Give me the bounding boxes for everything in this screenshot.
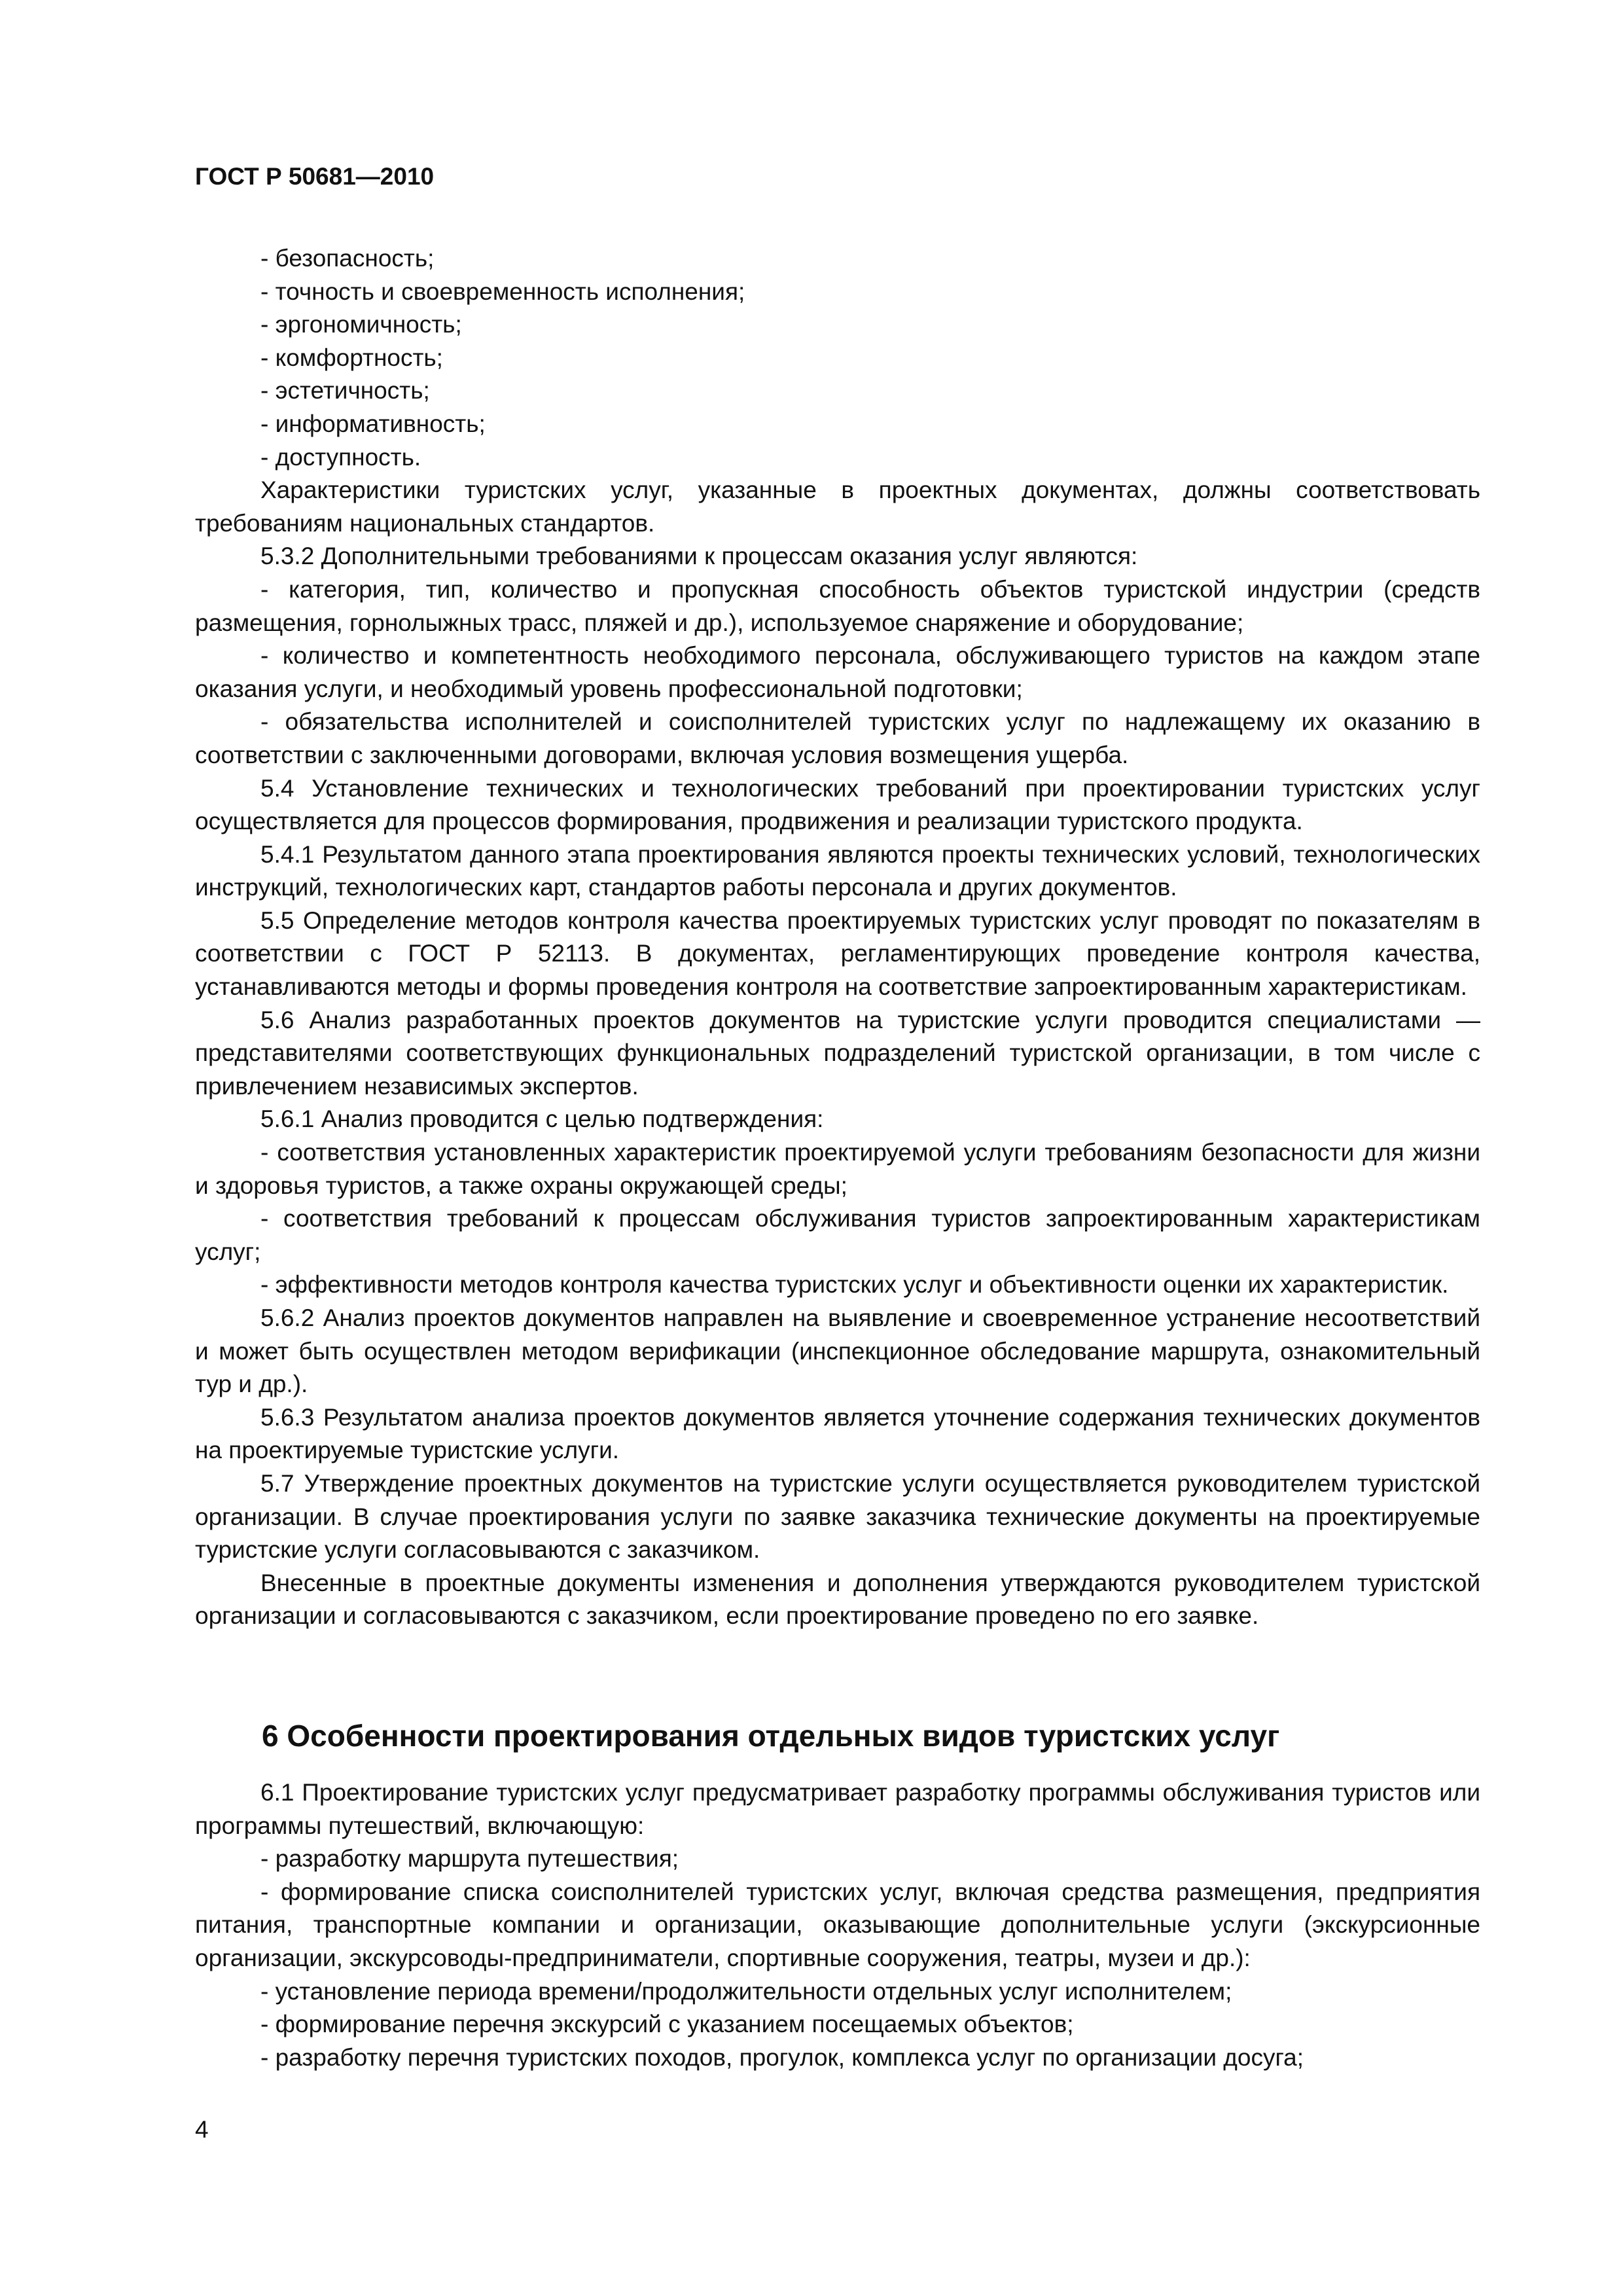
paragraph: 5.7 Утверждение проектных документов на туристские услуги осуществляется руководителем туристской организации. В случае проектирования услуги по заявке заказчика технические документы на проектируемые туристские услуги согласовываются с заказчиком.	[195, 1469, 1480, 1564]
paragraph: Внесенные в проектные документы изменения и дополнения утверждаются руководителем туристской организации и согласовываются с заказчиком, если проектирование проведено по его заявке.	[195, 1569, 1480, 1630]
paragraph: - соответствия установленных характеристик проектируемой услуги требованиям безопасности для жизни и здоровья туристов, а также охраны окружающей среды;	[195, 1139, 1480, 1199]
paragraph: - разработку маршрута путешествия;	[260, 1845, 679, 1873]
paragraph: 5.6.1 Анализ проводится с целью подтверждения:	[260, 1105, 824, 1133]
paragraph: 5.4 Установление технических и технологических требований при проектировании туристских услуг осуществляется для процессов формирования, продвижения и реализации туристского продукта.	[195, 774, 1480, 835]
paragraph: - формирование перечня экскурсий с указанием посещаемых объектов;	[260, 2011, 1074, 2038]
paragraph: 5.3.2 Дополнительными требованиями к процессам оказания услуг являются:	[260, 543, 1138, 570]
list-item: - точность и своевременность исполнения;	[260, 278, 745, 305]
section-heading: 6 Особенности проектирования отдельных видов туристских услуг	[262, 1719, 1280, 1753]
paragraph: 5.5 Определение методов контроля качества проектируемых туристских услуг проводят по показателям в соответствии с ГОСТ Р 52113. В документах, регламентирующих проведение контроля качества, устанавливаются методы и формы проведения контроля на соответствие запроектированным характеристикам.	[195, 906, 1480, 1001]
paragraph: - категория, тип, количество и пропускная способность объектов туристской индустрии (средств размещения, горнолыжных трасс, пляжей и др.), используемое снаряжение и оборудование;	[195, 575, 1480, 636]
list-item: - информативность;	[260, 410, 486, 437]
list-item: - эстетичность;	[260, 377, 430, 404]
paragraph: - эффективности методов контроля качества туристских услуг и объективности оценки их характеристик.	[260, 1271, 1449, 1299]
paragraph: - обязательства исполнителей и соисполнителей туристских услуг по надлежащему их оказанию в соответствии с заключенными договорами, включая условия возмещения ущерба.	[195, 708, 1480, 768]
page-number: 4	[195, 2116, 209, 2143]
list-item: - эргономичность;	[260, 311, 462, 338]
paragraph: - соответствия требований к процессам обслуживания туристов запроектированным характеристикам услуг;	[195, 1205, 1480, 1265]
paragraph: 5.6.3 Результатом анализа проектов документов является уточнение содержания технических документов на проектируемые туристские услуги.	[195, 1403, 1480, 1464]
paragraph: Характеристики туристских услуг, указанные в проектных документах, должны соответствовать требованиям национальных стандартов.	[195, 476, 1480, 537]
paragraph: - формирование списка соисполнителей туристских услуг, включая средства размещения, предприятия питания, транспортные компании и организации, оказывающие дополнительные услуги (экскурсионные организации, экскурсоводы-предприниматели, спортивные сооружения, театры, музеи и др.):	[195, 1878, 1480, 1971]
paragraph: - разработку перечня туристских походов, прогулок, комплекса услуг по организации досуга;	[260, 2043, 1304, 2071]
paragraph: 5.6.2 Анализ проектов документов направлен на выявление и своевременное устранение несоответствий и может быть осуществлен методом верификации (инспекционное обследование маршрута, ознакомительный тур и др.).	[195, 1304, 1480, 1398]
list-item: - безопасность;	[260, 245, 435, 272]
paragraph: 5.4.1 Результатом данного этапа проектирования являются проекты технических условий, технологических инструкций, технологических карт, стандартов работы персонала и других документов.	[195, 840, 1480, 901]
list-item: - доступность.	[260, 443, 421, 471]
paragraph: 5.6 Анализ разработанных проектов документов на туристские услуги проводится специалистами — представителями соответствующих функциональных подразделений туристской организации, в том числе с привлечением независимых экспертов.	[195, 1006, 1480, 1100]
section-body	[195, 1776, 1480, 2074]
paragraph: 6.1 Проектирование туристских услуг предусматривает разработку программы обслуживания туристов или программы путешествий, включающую:	[195, 1779, 1480, 1839]
list-item: - комфортность;	[260, 344, 443, 371]
document-header: ГОСТ Р 50681—2010	[195, 163, 435, 190]
paragraph: - количество и компетентность необходимого персонала, обслуживающего туристов на каждом этапе оказания услуги, и необходимый уровень профессиональной подготовки;	[195, 642, 1480, 702]
document-body	[195, 242, 1480, 1633]
paragraph: - установление периода времени/продолжительности отдельных услуг исполнителем;	[260, 1977, 1232, 2005]
